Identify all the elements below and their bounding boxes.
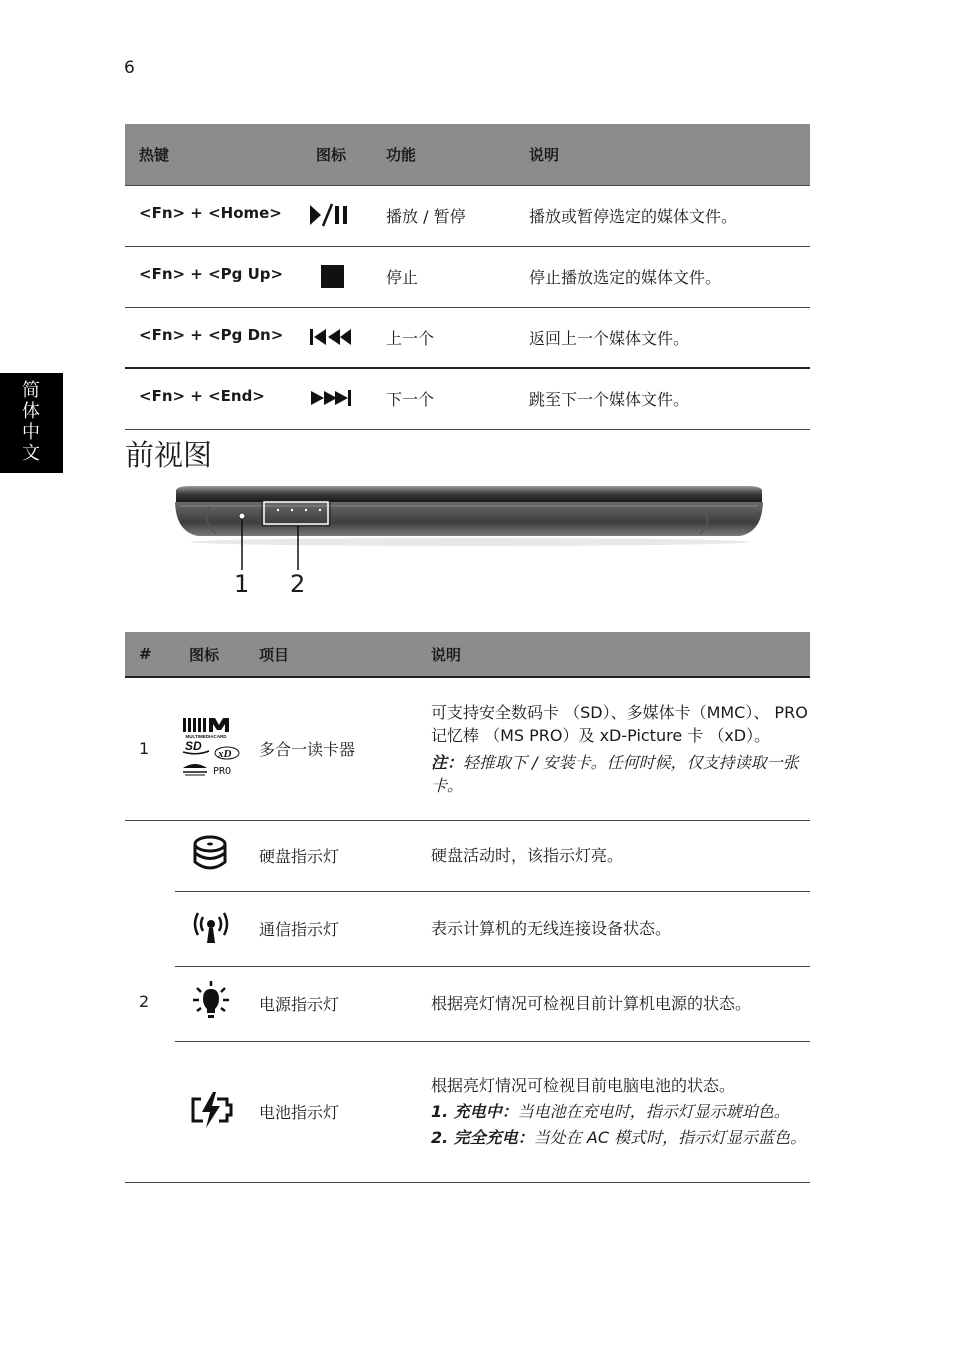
side-tab-char: 简: [22, 380, 40, 401]
side-tab-char: 文: [22, 443, 40, 464]
table-row: [125, 820, 810, 891]
item-name: 电源指示灯: [259, 966, 431, 1041]
front-view-table: [125, 632, 810, 1183]
card-reader-icon: [175, 716, 245, 778]
state-label: 1. 充电中：: [431, 1102, 518, 1121]
hotkey-combo: <Fn> + <Home>: [125, 185, 304, 246]
col-number: #: [125, 632, 175, 677]
state-text: 当处在 AC 模式时，指示灯显示蓝色。: [533, 1128, 807, 1147]
table-row: [125, 966, 810, 1041]
stop-icon: [304, 263, 354, 289]
col-function: 功能: [374, 124, 529, 185]
table-row: [125, 246, 810, 307]
item-description: 硬盘活动时，该指示灯亮。: [431, 820, 810, 891]
hotkey-function: 停止: [374, 246, 529, 307]
power-icon: [175, 981, 245, 1023]
col-icon: 图标: [304, 124, 374, 185]
item-name: 通信指示灯: [259, 891, 431, 966]
item-name: 电池指示灯: [259, 1041, 431, 1182]
hotkey-description: 返回上一个媒体文件。: [529, 307, 810, 368]
hotkey-function: 播放 / 暂停: [374, 185, 529, 246]
section-title: 前视图: [125, 438, 213, 472]
state-text: 当电池在充电时，指示灯显示琥珀色。: [517, 1102, 790, 1121]
col-description: 说明: [529, 124, 810, 185]
battery-charge-icon: [175, 1090, 245, 1130]
item-description: 根据亮灯情况可检视目前计算机电源的状态。: [431, 966, 810, 1041]
callout-1: 1: [234, 570, 250, 598]
item-description: 可支持安全数码卡 （SD）、多媒体卡（MMC）、 PRO 记忆棒 （MS PRO）及 xD-Picture 卡 （xD）。: [431, 702, 808, 745]
svg-text:SD: SD: [185, 738, 202, 753]
hotkey-combo: <Fn> + <End>: [125, 368, 304, 429]
hotkey-description: 停止播放选定的媒体文件。: [529, 246, 810, 307]
hdd-icon: [175, 834, 245, 874]
row-number: 1: [125, 677, 175, 820]
wireless-icon: [175, 907, 245, 947]
col-hotkey: 热键: [125, 124, 304, 185]
callout-2: 2: [290, 570, 306, 598]
hotkey-table: [125, 124, 810, 430]
state-label: 2. 完全充电：: [431, 1128, 534, 1147]
table-row: [125, 1041, 810, 1182]
col-icon: 图标: [175, 632, 259, 677]
table-row: [125, 677, 810, 820]
note-text: 轻推取下 / 安装卡。任何时候，仅支持读取一张卡。: [431, 752, 799, 795]
mmc-logo-text: MULTIMEDIACARD: [185, 733, 227, 739]
item-description: 表示计算机的无线连接设备状态。: [431, 891, 810, 966]
next-icon: [304, 385, 354, 411]
table-row: [125, 368, 810, 429]
play-pause-icon: [304, 202, 354, 228]
hotkey-combo: <Fn> + <Pg Up>: [125, 246, 304, 307]
item-description: 根据亮灯情况可检视目前电脑电池的状态。: [431, 1076, 736, 1095]
item-name: 多合一读卡器: [259, 677, 431, 820]
table-row: [125, 891, 810, 966]
table-row: [125, 307, 810, 368]
table-row: [125, 185, 810, 246]
hotkey-combo: <Fn> + <Pg Dn>: [125, 307, 304, 368]
row-number: 2: [125, 820, 175, 1182]
hotkey-description: 跳至下一个媒体文件。: [529, 368, 810, 429]
page-number: 6: [124, 58, 135, 78]
language-side-tab: [0, 373, 63, 473]
item-name: 硬盘指示灯: [259, 820, 431, 891]
side-tab-char: 体: [22, 401, 40, 422]
hotkey-function: 下一个: [374, 368, 529, 429]
side-tab-char: 中: [22, 422, 40, 443]
previous-icon: [304, 324, 354, 350]
hotkey-function: 上一个: [374, 307, 529, 368]
hotkey-description: 播放或暂停选定的媒体文件。: [529, 185, 810, 246]
col-description: 说明: [431, 632, 810, 677]
laptop-front-illustration: [170, 484, 770, 604]
col-item: 项目: [259, 632, 431, 677]
pro-logo-text: PRO: [213, 765, 232, 777]
svg-text:xD: xD: [218, 747, 232, 760]
note-label: 注：: [431, 752, 464, 772]
